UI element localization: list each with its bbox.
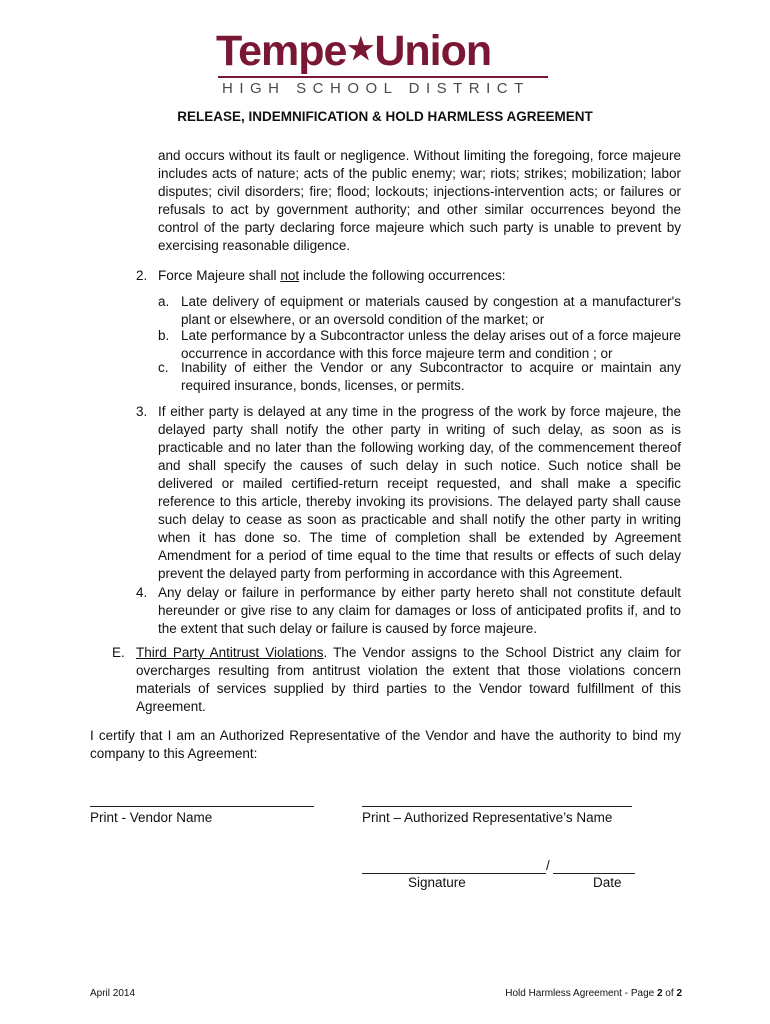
district-logo <box>212 26 552 96</box>
logo-wordmark <box>216 26 556 74</box>
logo-name-right: Union <box>374 27 492 75</box>
subitem-a-letter: a. <box>158 294 170 309</box>
item-2-text-after: include the following occurrences: <box>299 268 506 283</box>
subitem-a-text: Late delivery of equipment or materials caused by congestion at a manufacturer's plant or elsewhere, or an oversold condition of the market; or <box>181 294 681 327</box>
subitem-b-text: Late performance by a Subcontractor unless the delay arises out of a force majeure occurrence in accordance with this force majeure term and condition ; or <box>181 328 681 361</box>
logo-subtitle: HIGH SCHOOL DISTRICT <box>222 80 530 97</box>
star-icon: ★ <box>347 33 374 66</box>
subitem-b-letter: b. <box>158 328 170 343</box>
intro-continuation: and occurs without its fault or negligence. Without limiting the foregoing, force majeure includes acts of nature; acts of the public enemy; war; riots; strikes; mobilization; labor disputes; civil disorders; fire; flood; lockouts; injections-intervention acts; or failures or refusals to act by government authority; and other similar occurrences beyond the control of the party declaring force majeure which such party is unable to prevent by exercising reasonable diligence. <box>158 148 681 253</box>
logo-name-left: Tempe <box>216 27 347 75</box>
footer-title: Hold Harmless Agreement - Page <box>505 988 657 999</box>
section-e-text <box>136 644 681 716</box>
item-2-text-before: Force Majeure shall <box>158 268 281 283</box>
section-e-body: . The Vendor assigns to the School District any claim for overcharges resulting from antitrust violation the extent that those violations concern materials of services supplied by third parties to the Vendor toward fulfillment of this Agreement. <box>136 645 681 714</box>
rep-name-label: Print – Authorized Representative’s Name <box>362 810 613 825</box>
section-e-letter: E. <box>112 645 125 660</box>
vendor-name-label: Print - Vendor Name <box>90 810 213 825</box>
logo-divider <box>218 76 548 78</box>
vendor-name-line[interactable] <box>90 806 314 807</box>
date-label: Date <box>593 875 622 890</box>
item-3-number: 3. <box>136 404 148 419</box>
section-e-heading: Third Party Antitrust Violations <box>136 645 324 660</box>
item-2-text <box>158 267 681 285</box>
subitem-c-letter: c. <box>158 360 169 375</box>
item-2-number: 2. <box>136 268 148 283</box>
document-title: RELEASE, INDEMNIFICATION & HOLD HARMLESS AGREEMENT <box>177 109 593 124</box>
certification-statement: I certify that I am an Authorized Representative of the Vendor and have the authority to bind my company to this Agreement: <box>90 728 681 761</box>
subitem-c-text: Inability of either the Vendor or any Subcontractor to acquire or maintain any required insurance, bonds, licenses, or permits. <box>181 360 681 393</box>
footer-page-total: 2 <box>676 988 682 999</box>
footer-date: April 2014 <box>90 988 136 999</box>
footer-page-info <box>505 988 682 1000</box>
rep-name-line[interactable] <box>362 806 632 807</box>
signature-label: Signature <box>408 875 466 890</box>
footer-page-number: 2 <box>656 988 663 999</box>
signature-date-separator: / <box>546 858 550 873</box>
footer-of: of <box>662 988 677 999</box>
item-4-number: 4. <box>136 585 148 600</box>
item-2-text-underlined: not <box>280 268 300 283</box>
item-3-text: If either party is delayed at any time in the progress of the work by force majeure, the delayed party shall notify the other party in writing of such delay, as soon as is practicable and no later than the following working day, of the commencement thereof and shall specify the causes of such delay in such notice. Such notice shall be delivered or mailed certified-return receipt requested, and shall make a specific reference to this article, thereby invoking its provisions. The delayed party shall cause such delay to cease as soon as practicable and shall notify the other party in writing when it has done so. The time of completion shall be extended by Agreement Amendment for a period of time equal to the time that results or effects of such delay prevent the delayed party from performing in accordance with this Agreement. <box>158 404 681 581</box>
item-4-text: Any delay or failure in performance by either party hereto shall not constitute default hereunder or give rise to any claim for damages or loss of anticipated profits if, and to the extent that such delay or failure is caused by force majeure. <box>158 585 681 636</box>
